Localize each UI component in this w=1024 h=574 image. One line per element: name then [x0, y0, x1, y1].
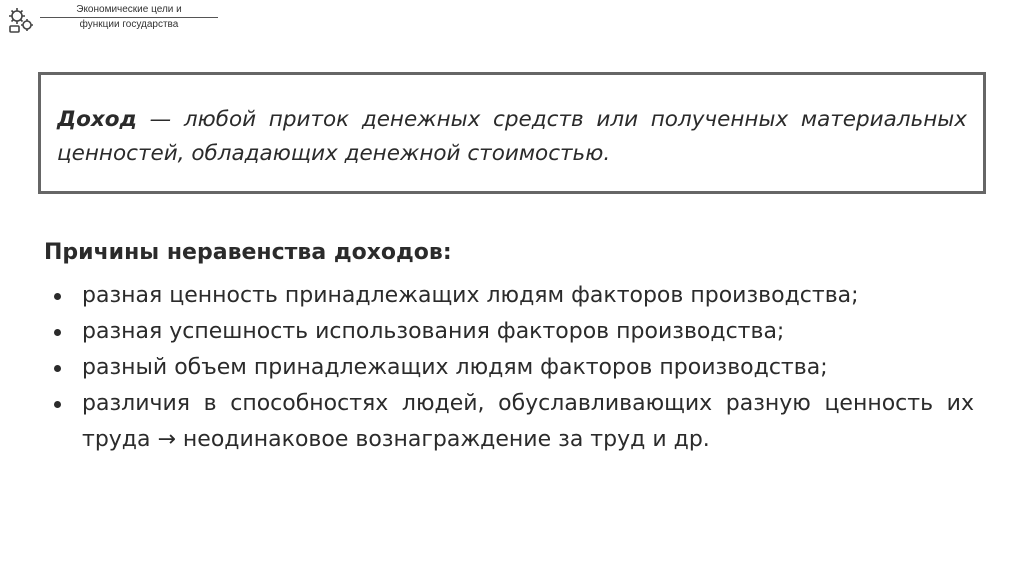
- section-title: Причины неравенства доходов:: [44, 240, 452, 265]
- presentation-title: [40, 4, 218, 31]
- reasons-list: [44, 278, 974, 458]
- presentation-title-line1: Экономические цели и: [40, 4, 218, 18]
- list-item-text: разный объем принадлежащих людям факторов производства;: [82, 355, 828, 380]
- definition-body: — любой приток денежных средств или полученных материальных ценностей, обладающих денежной стоимостью.: [57, 107, 967, 166]
- bullet-icon: [44, 278, 82, 314]
- gears-money-logo-icon: [6, 4, 36, 34]
- list-item-text: разная успешность использования факторов производства;: [82, 319, 785, 344]
- bullet-icon: [44, 314, 82, 350]
- bullet-icon: [44, 350, 82, 386]
- list-item: [44, 314, 974, 350]
- list-item-text: различия в способностях людей, обуславливающих разную ценность их труда → неодинаковое вознаграждение за труд и др.: [82, 391, 974, 452]
- slide-header: [6, 3, 218, 35]
- definition-term: Доход: [57, 107, 137, 132]
- list-item-text: разная ценность принадлежащих людям факторов производства;: [82, 283, 859, 308]
- list-item: [44, 350, 974, 386]
- presentation-title-line2: функции государства: [79, 19, 179, 30]
- definition-text: [57, 103, 967, 171]
- list-item: [44, 278, 974, 314]
- definition-box: [38, 72, 986, 194]
- bullet-icon: [44, 386, 82, 422]
- list-item: [44, 386, 974, 458]
